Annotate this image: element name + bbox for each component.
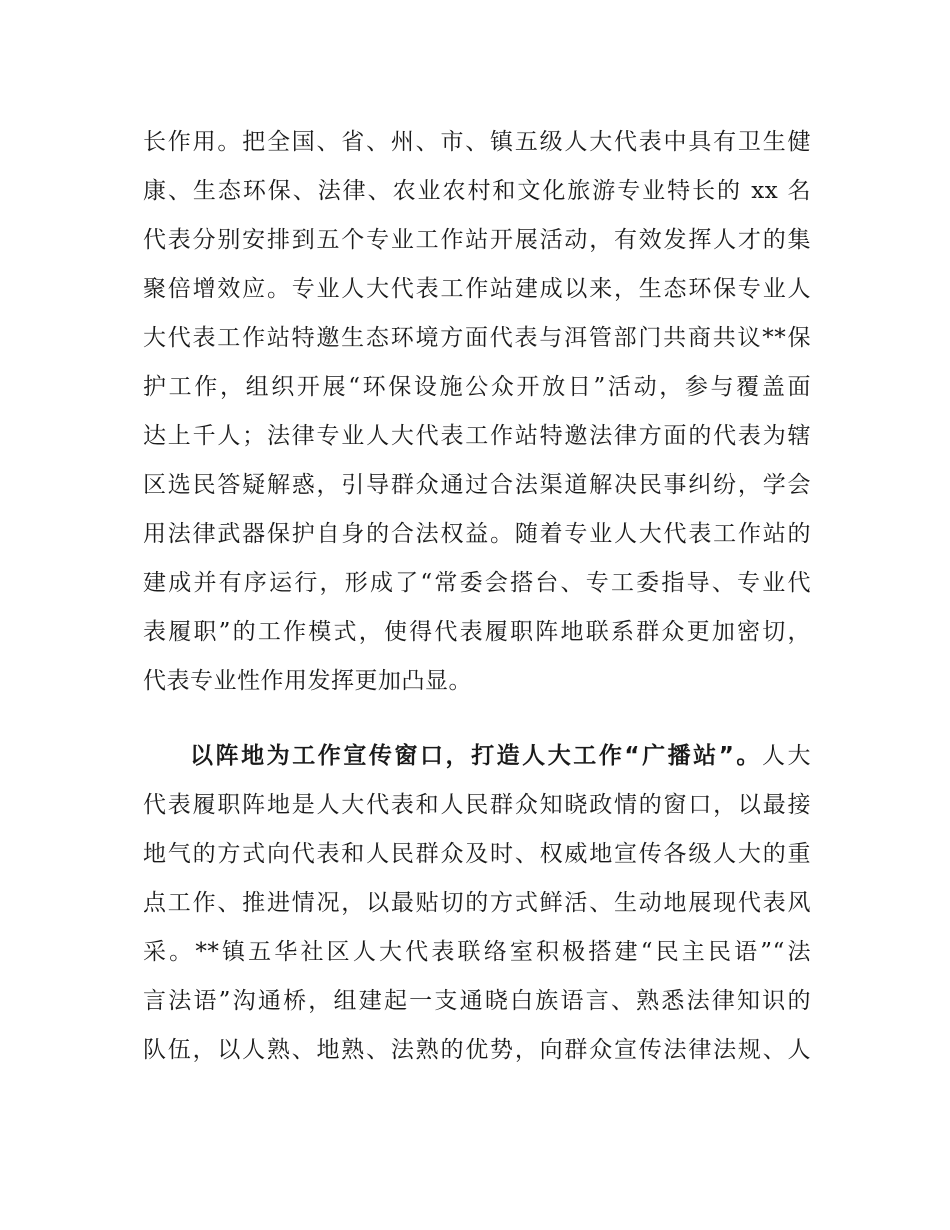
paragraph-line: 代表专业性作用发挥更加凸显。	[143, 668, 472, 694]
paragraph-line: 区选民答疑解惑，引导群众通过合法渠道解决民事纠纷，学会	[143, 472, 811, 498]
paragraph-line: 队伍，以人熟、地熟、法熟的优势，向群众宣传法律法规、人	[143, 1037, 811, 1063]
paragraph-line: 采。**镇五华社区人大代表联络室积极搭建“民主民语”“法	[143, 939, 811, 965]
paragraph-line: 代表履职阵地是人大代表和人民群众知晓政情的窗口，以最接	[143, 792, 811, 818]
paragraph-line: 达上千人；法律专业人大代表工作站特邀法律方面的代表为辖	[143, 423, 811, 449]
paragraph-line: 地气的方式向代表和人民群众及时、权威地宣传各级人大的重	[143, 841, 811, 867]
paragraph-first-line	[190, 741, 811, 771]
paragraph-line: 长作用。把全国、省、州、市、镇五级人大代表中具有卫生健	[143, 129, 811, 155]
paragraph-line: 代表分别安排到五个专业工作站开展活动，有效发挥人才的集	[143, 227, 811, 253]
paragraph-line: 大代表工作站特邀生态环境方面代表与洱管部门共商共议**保	[143, 325, 811, 351]
paragraph-line: 点工作、推进情况，以最贴切的方式鲜活、生动地展现代表风	[143, 890, 811, 916]
paragraph-line: 聚倍增效应。专业人大代表工作站建成以来，生态环保专业人	[143, 276, 811, 302]
paragraph-heading: 以阵地为工作宣传窗口，打造人大工作“广播站”。	[190, 743, 762, 769]
paragraph-heading-rest: 人大	[761, 743, 812, 769]
paragraph-line: 言法语”沟通桥，组建起一支通晓白族语言、熟悉法律知识的	[143, 988, 811, 1014]
paragraph-line: 用法律武器保护自身的合法权益。随着专业人大代表工作站的	[143, 521, 811, 547]
paragraph-line: 康、生态环保、法律、农业农村和文化旅游专业特长的 xx 名	[143, 178, 811, 204]
paragraph-line: 护工作，组织开展“环保设施公众开放日”活动，参与覆盖面	[143, 374, 811, 400]
paragraph-line: 建成并有序运行，形成了“常委会搭台、专工委指导、专业代	[143, 570, 811, 596]
paragraph-line: 表履职”的工作模式，使得代表履职阵地联系群众更加密切，	[143, 619, 811, 645]
